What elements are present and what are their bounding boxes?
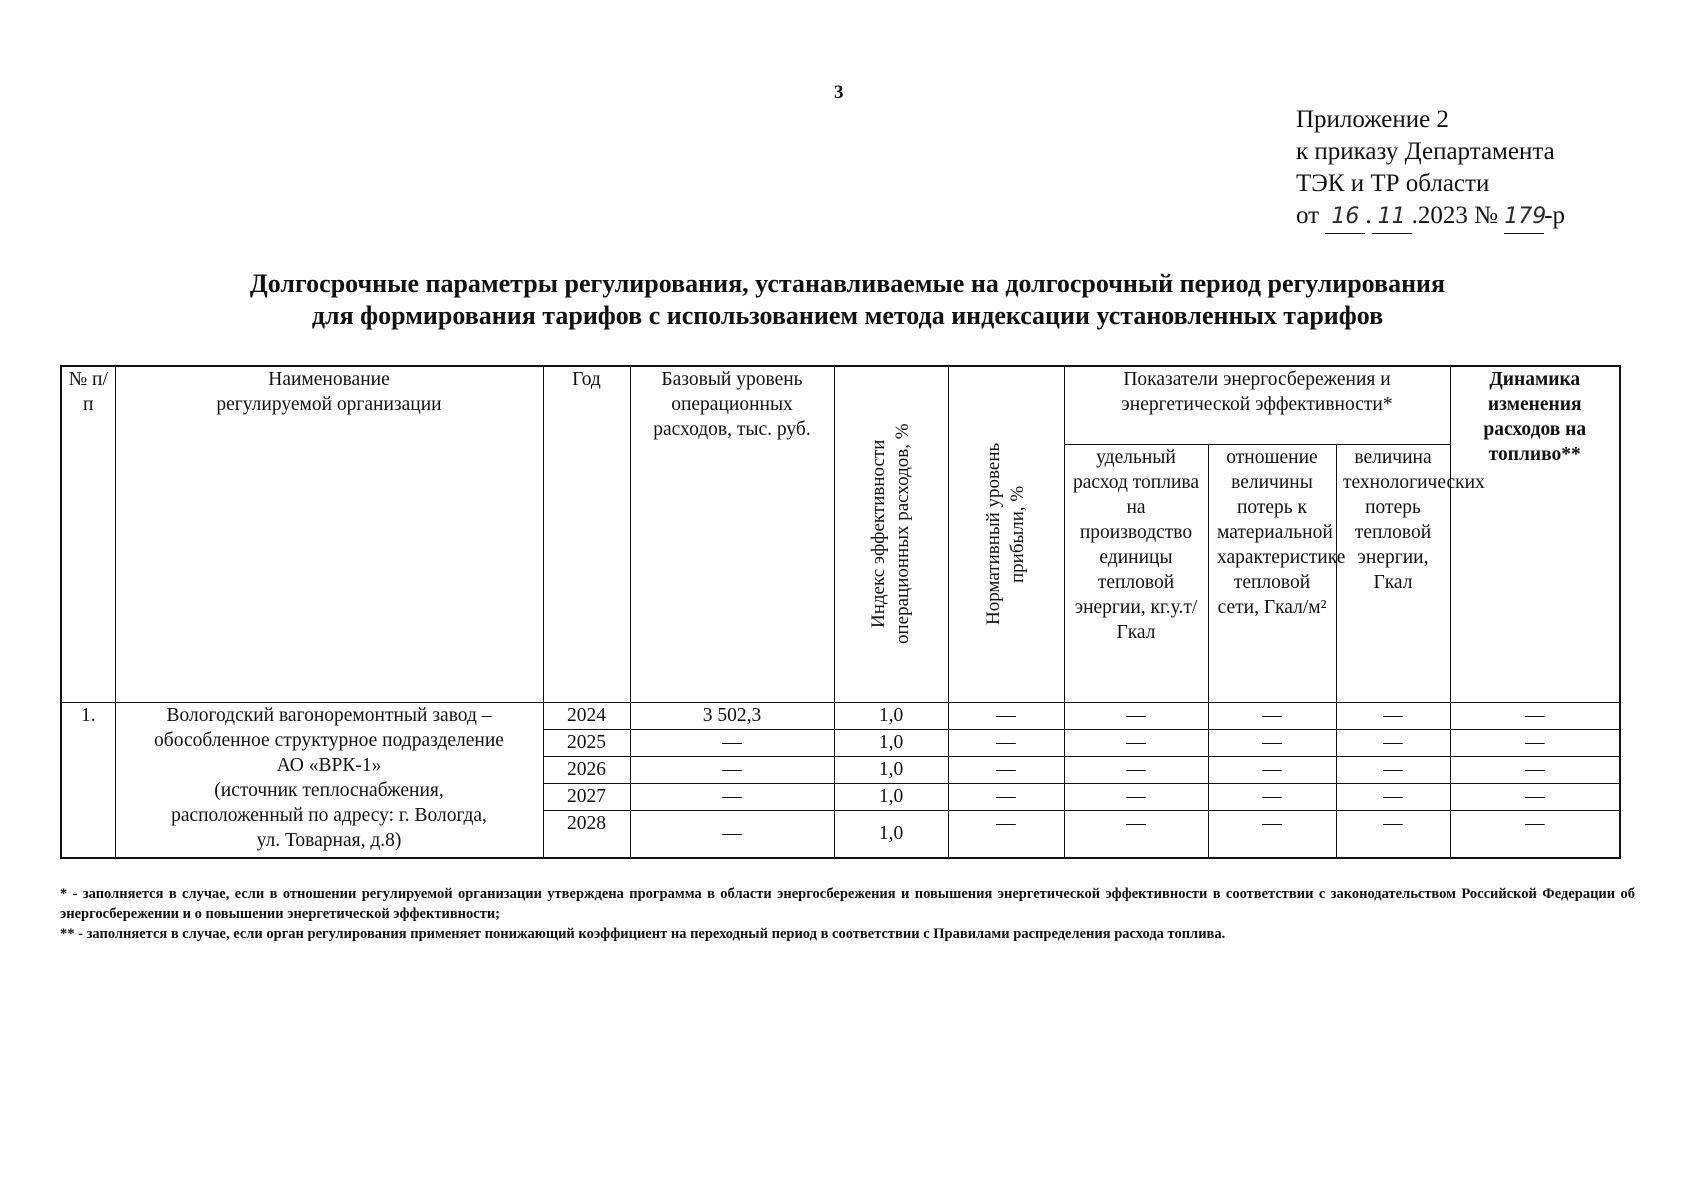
cell-loss: — bbox=[1208, 810, 1336, 858]
cell-tech: — bbox=[1336, 783, 1450, 810]
cell-year: 2025 bbox=[543, 729, 630, 756]
header-fuel-consumption bbox=[1064, 444, 1208, 702]
org-num: 1. bbox=[61, 702, 115, 858]
org-name bbox=[115, 702, 543, 858]
cell-index: 1,0 bbox=[834, 702, 948, 729]
cell-tech: — bbox=[1336, 702, 1450, 729]
header-tech-losses bbox=[1336, 444, 1485, 702]
cell-tech: — bbox=[1336, 810, 1450, 858]
org-name-line-5: расположенный по адресу: г. Вологда, bbox=[171, 804, 487, 826]
cell-loss: — bbox=[1208, 783, 1336, 810]
header-tech-losses-text: величина технологических потерь тепловой энергии, Гкал bbox=[1343, 446, 1485, 593]
page-number: 3 bbox=[834, 82, 844, 103]
header-profit-level bbox=[948, 366, 1064, 702]
parameters-table bbox=[60, 365, 1621, 859]
order-suffix: -р bbox=[1544, 202, 1566, 229]
cell-profit: — bbox=[948, 783, 1064, 810]
cell-base-opex: — bbox=[630, 729, 834, 756]
header-num-text: № п/п bbox=[68, 369, 108, 415]
org-name-line-3: АО «ВРК-1» bbox=[276, 754, 382, 776]
org-name-line-6: ул. Товарная, д.8) bbox=[256, 829, 402, 851]
header-name bbox=[115, 366, 543, 702]
header-year: Год bbox=[543, 366, 630, 702]
title-line-2: для формирования тарифов с использованием метода индексации установленных тарифов bbox=[311, 301, 1384, 330]
appendix-date-line bbox=[1296, 200, 1565, 234]
cell-profit: — bbox=[948, 702, 1064, 729]
appendix-line-2: к приказу Департамента bbox=[1296, 138, 1555, 165]
cell-dyn: — bbox=[1450, 756, 1620, 783]
title-line-1: Долгосрочные параметры регулирования, устанавливаемые на долгосрочный период регулирования bbox=[249, 269, 1446, 298]
appendix-line-3: ТЭК и ТР области bbox=[1296, 170, 1490, 197]
header-energy-group-text: Показатели энергосбережения и энергетической эффективности* bbox=[1121, 369, 1393, 415]
cell-index: 1,0 bbox=[834, 756, 948, 783]
cell-profit: — bbox=[948, 729, 1064, 756]
date-separator: . bbox=[1365, 202, 1372, 229]
header-fuel-dynamics-text: Динамика изменения расходов на топливо** bbox=[1483, 369, 1587, 465]
cell-profit: — bbox=[948, 756, 1064, 783]
org-name-line-1: Вологодский вагоноремонтный завод – bbox=[166, 704, 492, 726]
cell-fuel: — bbox=[1064, 810, 1208, 858]
cell-tech: — bbox=[1336, 729, 1450, 756]
cell-year: 2026 bbox=[543, 756, 630, 783]
cell-fuel: — bbox=[1064, 756, 1208, 783]
org-name-line-4: (источник теплоснабжения, bbox=[214, 779, 444, 801]
header-fuel-dynamics bbox=[1450, 366, 1620, 702]
header-loss-ratio bbox=[1208, 444, 1346, 702]
cell-loss: — bbox=[1208, 702, 1336, 729]
cell-year: 2024 bbox=[543, 702, 630, 729]
header-profit-level-text: Нормативный уровень прибыли, % bbox=[983, 443, 1028, 626]
handwritten-day: 16 bbox=[1325, 201, 1365, 234]
cell-dyn: — bbox=[1450, 702, 1620, 729]
cell-dyn: — bbox=[1450, 810, 1620, 858]
handwritten-month: 11 bbox=[1372, 201, 1412, 234]
header-name-line-2: регулируемой организации bbox=[216, 394, 442, 415]
cell-index: 1,0 bbox=[834, 729, 948, 756]
footnote-1: * - заполняется в случае, если в отношении регулируемой организации утверждена программа в области энергосбережения и повышения энергетической эффективности в соответствии с законодательством Российской Федерации об энергосбережении и о повышении энергетической эффективности; bbox=[60, 886, 1635, 922]
cell-fuel: — bbox=[1064, 783, 1208, 810]
header-loss-ratio-text: отношение величины потерь к материальной характеристике тепловой сети, Гкал/м² bbox=[1217, 446, 1346, 618]
header-energy-group bbox=[1064, 366, 1450, 444]
appendix-line-1: Приложение 2 bbox=[1296, 106, 1449, 133]
header-fuel-consumption-text: удельный расход топлива на производство единицы тепловой энергии, кг.у.т/Гкал bbox=[1072, 446, 1200, 643]
document-title bbox=[0, 268, 1695, 332]
cell-profit: — bbox=[948, 810, 1064, 858]
header-base-opex-text: Базовый уровень операционных расходов, тыс. руб. bbox=[653, 369, 811, 440]
cell-base-opex: — bbox=[630, 810, 834, 858]
cell-year: 2028 bbox=[543, 810, 630, 858]
appendix-block bbox=[1296, 104, 1565, 234]
table-row bbox=[61, 702, 1620, 729]
header-name-line-1: Наименование bbox=[268, 369, 390, 390]
cell-tech: — bbox=[1336, 756, 1450, 783]
cell-fuel: — bbox=[1064, 729, 1208, 756]
footnotes bbox=[60, 884, 1635, 944]
cell-loss: — bbox=[1208, 729, 1336, 756]
header-base-opex bbox=[630, 366, 834, 702]
cell-year: 2027 bbox=[543, 783, 630, 810]
cell-base-opex: — bbox=[630, 756, 834, 783]
cell-base-opex: 3 502,3 bbox=[630, 702, 834, 729]
cell-index: 1,0 bbox=[834, 810, 948, 858]
cell-index: 1,0 bbox=[834, 783, 948, 810]
cell-loss: — bbox=[1208, 756, 1336, 783]
header-efficiency-index-text: Индекс эффективности операционных расходов, % bbox=[868, 423, 913, 645]
cell-fuel: — bbox=[1064, 702, 1208, 729]
header-efficiency-index bbox=[834, 366, 948, 702]
org-name-line-2: обособленное структурное подразделение bbox=[154, 729, 504, 751]
date-prefix: от bbox=[1296, 202, 1320, 229]
handwritten-order-number: 179 bbox=[1504, 201, 1544, 234]
cell-dyn: — bbox=[1450, 729, 1620, 756]
date-year: .2023 № bbox=[1411, 202, 1498, 229]
footnote-2: ** - заполняется в случае, если орган регулирования применяет понижающий коэффициент на переходный период в соответствии с Правилами распределения расхода топлива. bbox=[60, 926, 1226, 942]
cell-dyn: — bbox=[1450, 783, 1620, 810]
cell-base-opex: — bbox=[630, 783, 834, 810]
header-num bbox=[61, 366, 115, 702]
